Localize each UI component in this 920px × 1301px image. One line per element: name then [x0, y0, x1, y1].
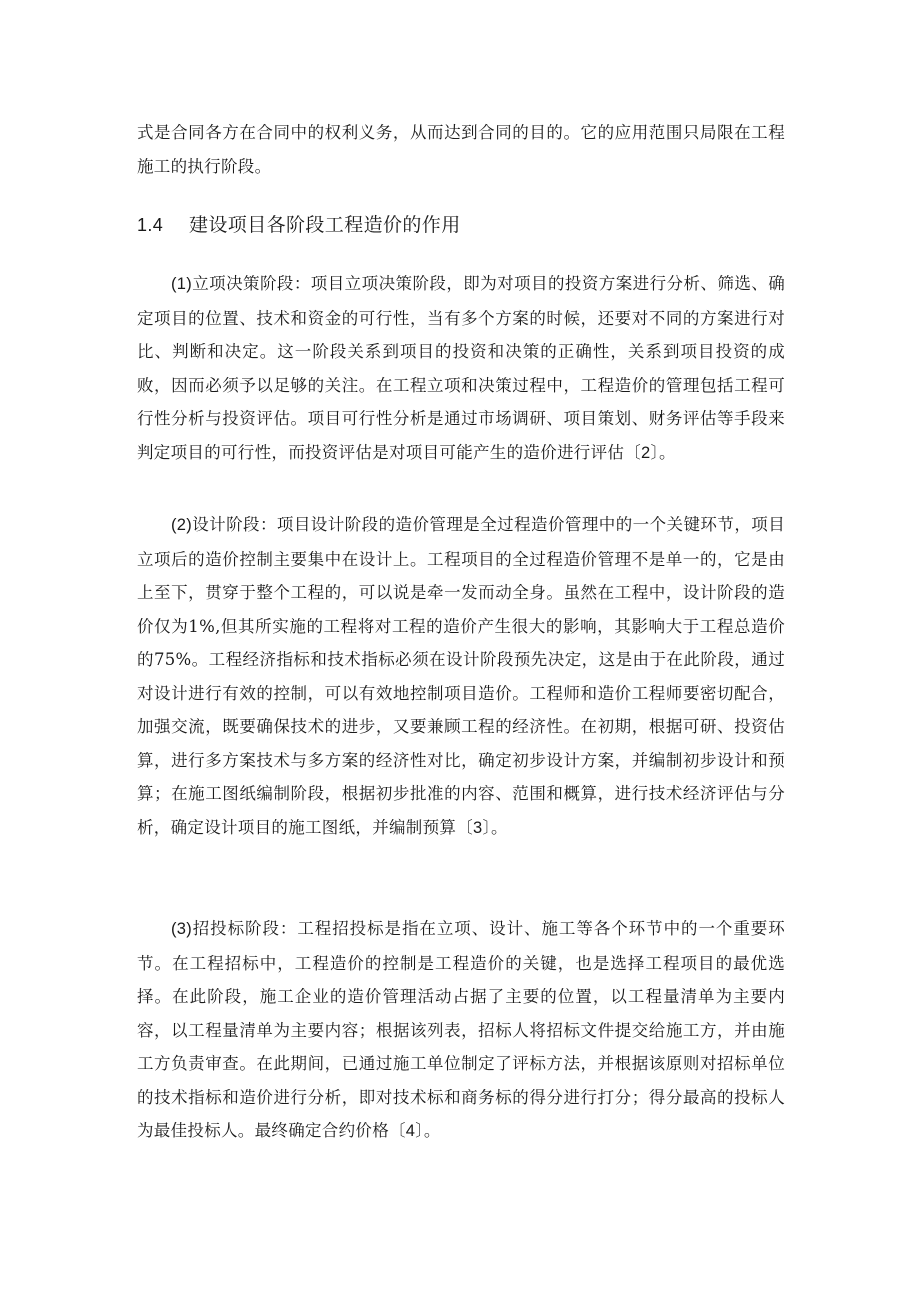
citation: 〔4〕。	[389, 1122, 441, 1140]
section-heading	[137, 210, 785, 240]
paragraph-marker: (2)	[171, 516, 193, 534]
paragraph-3	[137, 912, 785, 1149]
paragraph-2	[137, 508, 785, 845]
section-number: 1.4	[137, 215, 164, 235]
paragraph-1	[137, 267, 785, 470]
paragraph-text: 设计阶段：项目设计阶段的造价管理是全过程造价管理中的一个关键环节，项目立项后的造价控制主要集中在设计上。工程项目的全过程造价管理不是单一的，它是由上至下，贯穿于整个工程的，可以说是牵一发而动全身。虽然在工程中，设计阶段的造价仅为1%,但其所实施的工程将对工程的造价产生很大的影响，其影响大于工程总造价的75%。工程经济指标和技术指标必须在设计阶段预先决定，这是由于在此阶段，通过对设计进行有效的控制，可以有效地控制项目造价。工程师和造价工程师要密切配合，加强交流，既要确保技术的进步，又要兼顾工程的经济性。在初期，根据可研、投资估算，进行多方案技术与多方案的经济性对比，确定初步设计方案，并编制初步设计和预算；在施工图纸编制阶段，根据初步批准的内容、范围和概算，进行技术经济评估与分析，确定设计项目的施工图纸，并编制预算	[137, 515, 785, 837]
paragraph-text: 招投标阶段：工程招投标是指在立项、设计、施工等各个环节中的一个重要环节。在工程招标中，工程造价的控制是工程造价的关键，也是选择工程项目的最优选择。在此阶段，施工企业的造价管理活动占据了主要的位置，以工程量清单为主要内容，以工程量清单为主要内容；根据该列表，招标人将招标文件提交给施工方，并由施工方负责审查。在此期间，已通过施工单位制定了评标方法，并根据该原则对招标单位的技术指标和造价进行分析，即对技术标和商务标的得分进行打分；得分最高的投标人为最佳投标人。最终确定合约价格	[137, 919, 785, 1140]
continuation-paragraph	[137, 116, 785, 183]
citation: 〔3〕。	[456, 818, 508, 837]
paragraph-marker: (3)	[171, 920, 193, 938]
citation: 〔2〕。	[624, 443, 676, 462]
section-title: 建设项目各阶段工程造价的作用	[189, 214, 461, 236]
continuation-text: 式是合同各方在合同中的权利义务，从而达到合同的目的。它的应用范围只局限在工程施工的执行阶段。	[137, 123, 785, 176]
paragraph-text: 立项决策阶段：项目立项决策阶段，即为对项目的投资方案进行分析、筛选、确定项目的位置、技术和资金的可行性，当有多个方案的时候，还要对不同的方案进行对比、判断和决定。这一阶段关系到项目的投资和决策的正确性，关系到项目投资的成败，因而必须予以足够的关注。在工程立项和决策过程中，工程造价的管理包括工程可行性分析与投资评估。项目可行性分析是通过市场调研、项目策划、财务评估等手段来判定项目的可行性，而投资评估是对项目可能产生的造价进行评估	[137, 274, 785, 462]
paragraph-marker: (1)	[171, 275, 193, 293]
